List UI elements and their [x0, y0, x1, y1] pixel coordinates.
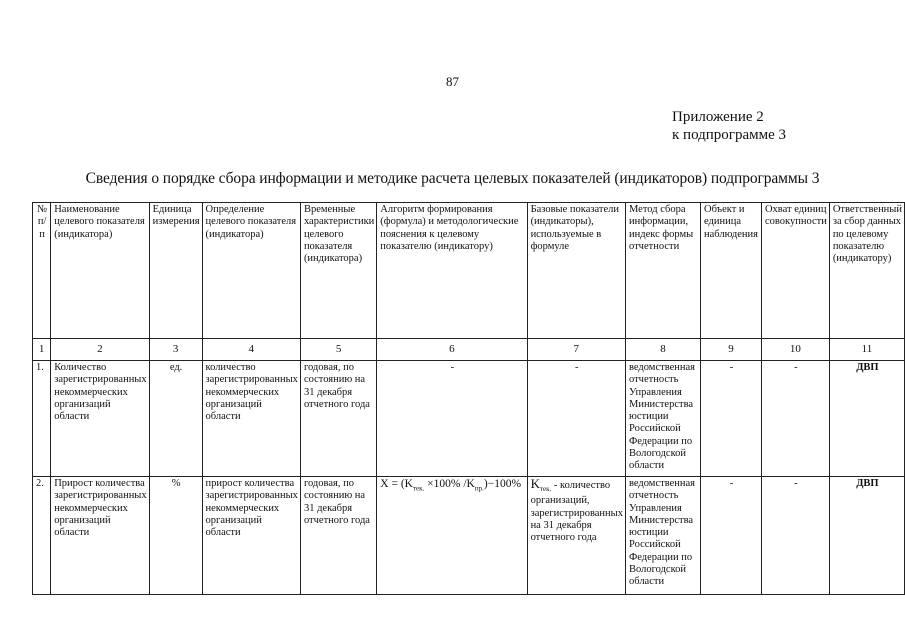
column-number: 11: [829, 339, 904, 361]
row-number: 1.: [33, 361, 51, 477]
column-number: 6: [377, 339, 527, 361]
base-cell: -: [527, 361, 625, 477]
column-number: 4: [202, 339, 300, 361]
table-row: [33, 361, 905, 477]
algorithm-cell: [377, 477, 527, 595]
table-header-row: [33, 203, 905, 339]
responsible-cell: ДВП: [829, 361, 904, 477]
table-row: [33, 477, 905, 595]
header-cell: Базовые показатели (индикаторы), используемые в формуле: [527, 203, 625, 339]
method-cell: ведомственная отчетность Управления Министерства юстиции Российской Федерации по Вологодской области: [625, 477, 700, 595]
time-cell: годовая, по состоянию на 31 декабря отчетного года: [300, 477, 376, 595]
object-cell: -: [701, 361, 762, 477]
header-cell: Охват единиц совокупности: [761, 203, 829, 339]
definition-cell: прирост количества зарегистрированных некоммерческих организаций области: [202, 477, 300, 595]
responsible-cell: ДВП: [829, 477, 904, 595]
appendix-label: [672, 108, 786, 144]
header-cell: Определение целевого показателя (индикатора): [202, 203, 300, 339]
header-cell: № п/п: [33, 203, 51, 339]
coverage-cell: -: [761, 361, 829, 477]
column-number: 8: [625, 339, 700, 361]
header-cell: Ответственный за сбор данных по целевому показателю (индикатору): [829, 203, 904, 339]
header-cell: Единица измерения: [149, 203, 202, 339]
header-cell: Наименование целевого показателя (индикатора): [51, 203, 149, 339]
page-number: 87: [446, 74, 459, 89]
indicators-table: [32, 202, 905, 595]
header-cell: Метод сбора информации, индекс формы отчетности: [625, 203, 700, 339]
column-number: 7: [527, 339, 625, 361]
unit-cell: %: [149, 477, 202, 595]
header-cell: Объект и единица наблюдения: [701, 203, 762, 339]
indicator-name: Количество зарегистрированных некоммерческих организаций области: [51, 361, 149, 477]
column-number-row: [33, 339, 905, 361]
indicator-name: Прирост количества зарегистрированных некоммерческих организаций области: [51, 477, 149, 595]
time-cell: годовая, по состоянию на 31 декабря отчетного года: [300, 361, 376, 477]
appendix-line-2: к подпрограмме 3: [672, 127, 786, 143]
base-cell: $K_{тек.}$ - количество организаций, зарегистрированных на 31 декабря отчетного года: [527, 477, 625, 595]
unit-cell: ед.: [149, 361, 202, 477]
column-number: 2: [51, 339, 149, 361]
column-number: 9: [701, 339, 762, 361]
appendix-line-1: Приложение 2: [672, 109, 764, 125]
header-cell: Алгоритм формирования (формула) и методологические пояснения к целевому показателю (индикатору): [377, 203, 527, 339]
coverage-cell: -: [761, 477, 829, 595]
column-number: 10: [761, 339, 829, 361]
header-cell: Временные характеристики целевого показателя (индикатора): [300, 203, 376, 339]
method-cell: ведомственная отчетность Управления Министерства юстиции Российской Федерации по Вологодской области: [625, 361, 700, 477]
column-number: 1: [33, 339, 51, 361]
object-cell: -: [701, 477, 762, 595]
document-title: Сведения о порядке сбора информации и методике расчета целевых показателей (индикаторов) подпрограммы 3: [85, 170, 820, 187]
definition-cell: количество зарегистрированных некоммерческих организаций области: [202, 361, 300, 477]
column-number: 3: [149, 339, 202, 361]
column-number: 5: [300, 339, 376, 361]
algorithm-cell: -: [377, 361, 527, 477]
formula: $X = (K_{тек.} \times 100\%$ $/K_{пр.})-100\%$: [380, 478, 522, 493]
row-number: 2.: [33, 477, 51, 595]
